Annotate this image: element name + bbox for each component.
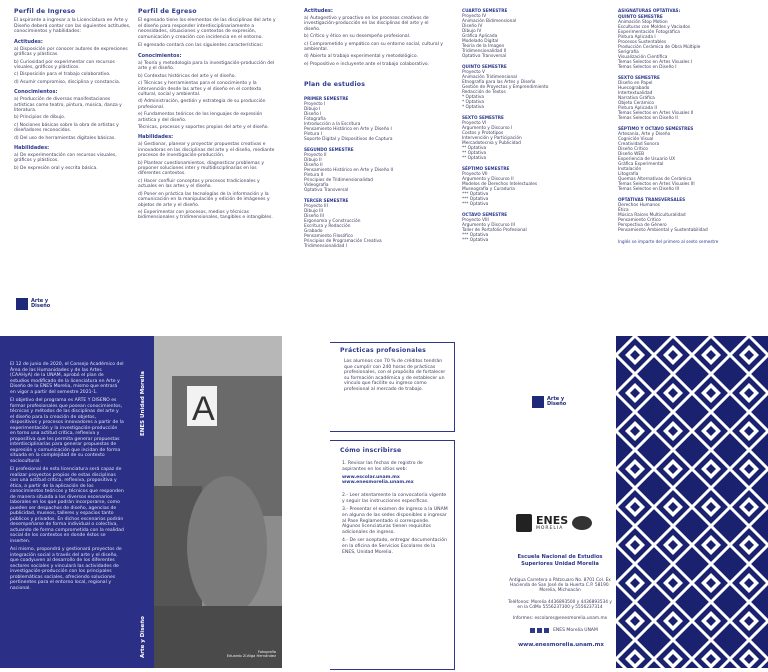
intro-panel (0, 336, 132, 668)
photo-caption: Fotografía Eduardo Zúñiga Hernández (226, 650, 276, 658)
semester-title: SEXTO SEMESTRE (618, 75, 660, 80)
school-name: Escuela Nacional de Estudios Superiores Unidad Morelia (517, 554, 603, 567)
phones: Teléfonos: Morelia 4436893500 y 4436893534 y en la CdMx 5556237300 y 5556237314 (508, 600, 612, 611)
course-item: Esculturas con Moldes y Vaciados (618, 25, 691, 30)
list-item: b) Crítico y ético en su desempeño profesional. (304, 34, 411, 40)
practicas-text: Los alumnos con 70 % de créditos tendrán que cumplir con 240 horas de prácticas profesionales, con el propósito de fortalecer su formación académica y de establecer un vínculo que facilite su ingreso como profesional al mercado de trabajo. (344, 359, 446, 392)
egreso-conocimientos-list (138, 61, 280, 130)
intro-paragraph: El profesional de esta licenciatura será capaz de realizar proyectos propios de estas disciplinas con una actitud crítica, reflexiva, propositiva y ética, a partir de la aplicación de los conocimientos teóricos y técnicos que responden de manera situada a los diversos escenarios laborales en los que podrán incorporarse, como pueden ser despachos de diseño, agencias de publicidad, museos, talleres y espacios tanto públicos y privados. En dichos escenarios podrán desempeñarse de forma individual o colectiva, actuando de forma comprometida con la realidad social de los contextos en donde éstos se inserten. (10, 467, 124, 544)
semester-title: SÉPTIMO Y OCTAVO SEMESTRES (618, 126, 694, 131)
logo-text: Arte y Diseño (31, 297, 51, 309)
course-item: ** Optativa (462, 146, 487, 151)
course-item: Principios de Programación Creativa (304, 239, 382, 245)
semester-title: SEGUNDO SEMESTRE (304, 147, 354, 153)
semester-title: OPTATIVAS TRANSVERSALES (618, 197, 686, 202)
morelia-word: MORELIA (536, 526, 564, 531)
course-item: Proyecto VII (462, 172, 488, 177)
step-item: 4.- De ser aceptado, entregar documentación en la oficina de Servicios Escolares de la ENES, Unidad Morelia. (342, 538, 447, 555)
course-item: Modelos de Derechos Intelectuales (462, 182, 538, 187)
course-item: Objeto Cerámico (618, 101, 655, 106)
semester-block (462, 8, 602, 59)
course-item: *** Optativa (462, 238, 489, 243)
vertical-label-enes: ENES Unidad Morelia (140, 371, 146, 436)
course-item: Fotografía (304, 117, 326, 123)
list-item: a) Disposición por conocer autores de expresiones gráficas y plásticas. (14, 46, 128, 58)
plan-title: Plan de estudios (304, 81, 366, 89)
bird-logo-icon (572, 516, 592, 530)
brand-small-text: Arte y Diseño (547, 395, 567, 407)
step-item: 3.- Presentar el examen de ingreso a la UNAM en alguna de las sedes disponibles o ingresar al Pase Reglamentado si corresponde. Algunos licenciaturas tienen requisitos adicionales de ingreso. (342, 507, 448, 535)
egreso-text-1: El egresado tiene los elementos de las disciplinas del arte y el diseño para responder interdisciplinariamente a necesidades, situaciones y contextos de expresión, comunicación y creación con incidencia en el entorno. (138, 18, 276, 40)
semester-block (618, 197, 758, 233)
course-item: Etnografía para las Artes y Diseño (462, 80, 536, 85)
list-item: d) Poner en práctica las tecnologías de la información y la comunicación en la manipulación y edición de imágenes y objetos de arte y el diseño. (138, 191, 270, 208)
youtube-icon[interactable] (544, 628, 549, 633)
arte-diseno-logo (16, 298, 59, 310)
course-item: Optativa Transversal (304, 188, 349, 194)
course-item: * Optativa (462, 105, 484, 110)
course-item: Grabado (304, 229, 323, 235)
conocimientos-list (14, 97, 132, 141)
course-item: ** Optativa (462, 156, 487, 161)
course-item: * Optativa (462, 95, 484, 100)
course-item: ** Optativa (462, 151, 487, 156)
semester-title: PRIMER SEMESTRE (304, 96, 349, 102)
habilidades-heading: Habilidades: (14, 145, 50, 152)
email[interactable]: Informes: escolares@enesmorelia.unam.mx (512, 616, 608, 621)
list-item: c) Técnicas y herramientas para el conocimiento y la intervención desde las artes y el diseño en el contexto cultural, social y ambiental. (138, 81, 262, 97)
list-item: a) Autogestivo y proactivo en los procesos creativos de investigación-producción en las disciplinas del arte y el diseño. (304, 16, 429, 32)
course-item: Huecograbado (618, 86, 650, 91)
course-item: Pintura Aplicada I (618, 35, 656, 40)
list-item: e) Experimentar con procesos, medios y técnicas bidimensionales y tridimensionales, tangibles e intangibles. (138, 209, 273, 221)
course-item: Temas Selectos en Artes Visuales I (618, 60, 693, 65)
semester-block (304, 198, 446, 249)
vertical-label-arte: Arte y Diseño (140, 616, 146, 658)
semester-block (462, 64, 602, 110)
course-item: Pensamiento Histórico en Arte y Diseño II (304, 168, 394, 174)
course-item: Escritura y Redacción (304, 224, 351, 230)
list-item: e) Propositivo e incluyente ante el trabajo colaborativo. (304, 61, 429, 67)
list-item: b) Principios de dibujo. (14, 115, 66, 121)
ingreso-title: Perfil de Ingreso (14, 8, 76, 15)
course-item: *** Optativa (462, 192, 489, 197)
course-item: Gráfica Experimental (618, 162, 664, 167)
egreso-text-2: El egresado contará con las siguientes características: (138, 43, 264, 49)
egreso-habilidades-heading: Habilidades: (138, 134, 174, 141)
course-item: Experimentación Fotográfica (618, 30, 680, 35)
semester-block (304, 147, 446, 193)
course-item: Pintura I (304, 132, 322, 138)
step-item: 2.- Leer atentamente la convocatoria vigente y seguir las instrucciones específicas. (342, 493, 447, 504)
course-item: Temas Selectos en Diseño I (618, 65, 677, 70)
optativas-footnote: Inglés se imparte del primero al sexto semestre (618, 239, 719, 244)
link-enes[interactable]: www.enesmorelia.unam.mx (342, 480, 414, 486)
course-item: Videografía (304, 183, 329, 189)
logo-mark-icon (532, 396, 544, 408)
column-plan-estudios (304, 8, 446, 328)
semester-block (304, 96, 446, 142)
course-item: Dibujo III (304, 209, 323, 215)
course-item: Quemas Alternativas de Cerámica (618, 177, 692, 182)
list-item: d) Abierto al trabajo experimental y metodológico. (304, 54, 418, 60)
logo-mark-icon (16, 298, 28, 310)
pattern-svg (616, 336, 768, 668)
course-item: Música Raíces Multiculturalidad (618, 213, 686, 218)
course-item: Gestión de Proyectos y Emprendimiento (462, 85, 549, 90)
course-item: Perspectiva de Género (618, 223, 667, 228)
list-item: d) Del uso de herramientas digitales básicas. (14, 135, 116, 141)
course-item: Redacción de Textos (462, 90, 506, 95)
semester-title: SEXTO SEMESTRE (462, 115, 504, 120)
list-item: b) Plantear cuestionamientos, diagnosticar problemas y proponer soluciones inter y multidisciplinarias en los diferentes contextos. (138, 160, 264, 177)
course-item: Museografía y Curaduría (462, 187, 515, 192)
list-item: Técnicas, procesos y soportes propios del arte y el diseño. (138, 125, 269, 131)
habilidades-list (14, 153, 132, 171)
course-item: Optativa Transversal (462, 54, 507, 59)
semester-block (462, 212, 602, 243)
course-item: Cognición Visual (618, 137, 654, 142)
steps-list (342, 461, 448, 558)
course-item: Diseño Crítico (618, 147, 648, 152)
semester-title: SÉPTIMO SEMESTRE (462, 166, 510, 171)
course-item: Animación Stop Motion (618, 20, 668, 25)
actitudes-heading: Actitudes: (14, 38, 43, 45)
inscribirse-card (330, 440, 455, 670)
course-item: Serigrafía (618, 50, 639, 55)
course-item: Pensamiento Histórico en Arte y Diseño I (304, 127, 392, 133)
step-item: 1. Revisar las fechas de registro de aspirantes en los sitios web: (342, 461, 423, 472)
social-handle: ENES Morelia UNAM (553, 628, 598, 633)
course-item: Gráfica Aplicada (462, 34, 498, 39)
list-item: e) Fundamentos teóricos de los lenguajes de expresión artística y del diseño. (138, 112, 263, 123)
instagram-icon[interactable] (537, 628, 542, 633)
egreso-habilidades-list (138, 142, 280, 220)
list-item: a) Producción de diversas manifestaciones artísticas como teatro, pintura, música, danza y literatura. (14, 97, 122, 114)
blue-side-bar (284, 336, 298, 668)
inscribirse-title: Cómo inscribirse (340, 447, 402, 454)
address: Antigua Carretera a Pátzcuaro No. 8701 Col. Ex Hacienda de San José de la Huerta C.P. 58190. Morelia, Michoacán (509, 578, 611, 594)
semesters-1-3 (304, 96, 446, 249)
course-item: Dibujo IV (462, 29, 482, 34)
course-item: Temas Selectos en Diseño III (618, 187, 680, 192)
list-item: c) Disposición para el trabajo colaborativo. (14, 72, 111, 78)
intro-paragraph: El objetivo del programa es ARTE Y DISEÑO es formar profesionales que posean conocimientos, técnicas y métodos de las disciplinas del arte y el diseño para la creación de objetos, dispositivos y procesos innovadores a partir de la experimentación y la investigación-producción en torno una actitud crítica, reflexiva y propositiva que les permita generar propuestas interdisciplinarias para generar propuestas de expresión y comunicación que incidan de forma situada en la complejidad de su contexto sociocultural. (10, 398, 124, 464)
semesters-4-8 (462, 8, 602, 243)
course-item: Artesanía, Arte y Diseño (618, 132, 671, 137)
facebook-icon[interactable] (530, 628, 535, 633)
semester-title: TERCER SEMESTRE (304, 198, 349, 204)
semester-block (462, 115, 602, 161)
course-item: Dibujo II (304, 158, 322, 164)
course-item: * Optativa (462, 100, 484, 105)
building-illustration (132, 336, 282, 668)
course-item: Diseño WEB (618, 152, 645, 157)
enes-logo (516, 514, 592, 532)
list-item: c) Hacer confluir conceptos y procesos tradicionales y actuales en las artes y el diseño. (138, 178, 260, 190)
unam-shield-icon (516, 514, 532, 532)
course-item: Diseño IV (462, 24, 483, 29)
course-item: Tridimensionalidad II (462, 49, 507, 54)
course-item: Diseño I (304, 112, 322, 118)
course-item: Producción Cerámica de Obra Múltiple (618, 45, 701, 50)
semester-block (618, 14, 758, 70)
semester-block (462, 166, 602, 207)
practicas-title: Prácticas profesionales (340, 347, 427, 354)
course-item: Narrativa Gráfica (618, 96, 655, 101)
intro-paragraph: El 12 de junio de 2020, el Consejo Académico del Área de las Humanidades y de las Artes (CAAHyA) de la UNAM, aprobó el plan de estudios modificado de la licenciatura en Arte y Diseño de la ENES Morelia, mismo que entrará en vigor a partir del semestre 2021-1. (10, 362, 124, 395)
optativas-title: ASIGNATURAS OPTATIVAS: (618, 8, 681, 13)
optativas-groups (618, 14, 758, 233)
course-item: Argumento y Discurso I (462, 126, 513, 131)
course-item: *** Optativa (462, 197, 489, 202)
brand-small-logo (532, 396, 575, 408)
course-item: Proyecto I (304, 102, 326, 108)
enes-word: ENES (536, 514, 569, 527)
course-item: Ética (618, 208, 629, 213)
course-item: Pintura II (304, 173, 324, 179)
course-item: Proyecto VI (462, 121, 487, 126)
course-item: Intertextualidad (618, 91, 653, 96)
list-item: b) De expresión oral y escrita básica. (14, 165, 98, 171)
semester-block (618, 126, 758, 192)
practicas-card (330, 342, 455, 432)
course-item: Derechos Humanos (618, 203, 660, 208)
course-item: Proyecto V (462, 70, 485, 75)
semester-title: QUINTO SEMESTRE (618, 14, 663, 19)
course-item: Dibujo I (304, 107, 321, 113)
course-item: Introducción a la Escritura (304, 122, 361, 128)
egreso-title: Perfil de Egreso (138, 8, 197, 15)
column-semesters-4-8 (462, 8, 602, 328)
course-item: Proyecto III (304, 204, 328, 210)
list-item: a) De experimentación con recursos visuales, gráficos y plásticos. (14, 153, 117, 164)
contact-panel (456, 336, 616, 668)
course-item: Intervención y Participación (462, 136, 522, 141)
semester-title: CUARTO SEMESTRE (462, 8, 508, 13)
course-item: Diseño III (304, 214, 324, 220)
social-row[interactable] (516, 628, 612, 633)
course-item: Pensamiento Crítico (618, 218, 661, 223)
column-optativas (618, 8, 758, 328)
course-item: Pensamiento Filosófico (304, 234, 353, 240)
building-photo (132, 336, 282, 668)
list-item: d) Asumir compromiso, disciplina y constancia. (14, 79, 121, 85)
list-item: a) Teoría y metodología para la investigación-producción del arte y el diseño. (138, 60, 275, 72)
list-item: c) Comprometido y empático con su entorno social, cultural y ambiental. (304, 41, 443, 53)
course-item: Modelado Digital (462, 39, 499, 44)
course-item: Temas Selectos en Artes Visuales III (618, 182, 695, 187)
actitudes-list (14, 47, 132, 85)
egreso-actitudes-list (304, 16, 446, 67)
course-item: Diseño en Papel (618, 81, 653, 86)
semester-title: QUINTO SEMESTRE (462, 64, 507, 69)
list-item: a) Gestionar, planear y proyectar propuestas creativas e innovadoras en las disciplinas del arte y el diseño, mediante procesos de investigación-producción. (138, 142, 275, 159)
egreso-conocimientos-heading: Conocimientos: (138, 52, 182, 59)
svg-text:A: A (192, 390, 215, 428)
course-item: Ergonomía y Construcción (304, 219, 361, 225)
course-item: Diseño II (304, 163, 323, 169)
course-item: Teoría de la Imagen (462, 44, 505, 49)
course-item: Proyecto II (304, 153, 327, 159)
list-item: c) Nociones básicas sobre la obra de artistas y diseñadores reconocidos. (14, 122, 119, 134)
intro-paragraph: Así mismo, propondrá y gestionará proyectos de integración social a través del arte y el diseño, que coadyuven al desarrollo de los diferentes sectores sociales y vinculará las actividades de investigación-producción con los principales problemáticas sociales, ofreciendo soluciones pertinentes para el entorno local, regional y nacional. (10, 547, 122, 591)
course-item: Proyecto VIII (462, 218, 489, 223)
course-item: Temas Selectos en Diseño II (618, 116, 678, 121)
course-item: Costos y Prototipos (462, 131, 504, 136)
course-item: Tridimensionalidad I (304, 244, 347, 250)
course-item: Procesos Sustentables (618, 40, 667, 45)
course-item: *** Optativa (462, 202, 489, 207)
conocimientos-heading: Conocimientos: (14, 89, 58, 96)
ingreso-text: El aspirante a ingresar a la Licenciatura en Arte y Diseño deberá contar con las siguientes actitudes, conocimientos y habilidades: (14, 18, 131, 35)
course-item: Animación Bidimensional (462, 19, 517, 24)
practicas-box (284, 336, 454, 668)
course-item: Pintura Aplicada II (618, 106, 657, 111)
egreso-actitudes-heading: Actitudes: (304, 8, 333, 14)
semester-block (618, 75, 758, 121)
course-item: Soporte Digital y Dispositivos de Captura (304, 137, 393, 143)
course-item: Taller de Portafolio Profesional (462, 228, 527, 233)
course-item: Visualización Científica (618, 55, 668, 60)
list-item: b) Contextos históricos del arte y el diseño. (138, 73, 236, 79)
course-item: Experiencia de Usuario UX (618, 157, 676, 162)
course-item: Temas Selectos en Artes Visuales II (618, 111, 694, 116)
course-item: Argumento y Discurso III (462, 223, 515, 228)
course-item: Proyecto IV (462, 14, 487, 19)
link-escolar[interactable]: www.escolar.unam.mx (342, 475, 400, 481)
course-item: Creatividad Sonora (618, 142, 660, 147)
course-item: Animación Tridimensional (462, 75, 517, 80)
course-item: Instalación (618, 167, 642, 172)
course-item: *** Optativa (462, 233, 489, 238)
course-item: Argumento y Discurso II (462, 177, 514, 182)
course-item: Pensamiento Ambiental y Sustentabilidad (618, 228, 708, 233)
website[interactable]: www.enesmorelia.unam.mx (518, 642, 604, 648)
decorative-pattern (616, 336, 768, 668)
course-item: Principios de Tridimensionalidad (304, 178, 373, 184)
course-item: Mercadotecnia y Publicidad (462, 141, 521, 146)
list-item: d) Administración, gestión y estrategia de su producción profesional. (138, 99, 266, 110)
column-perfil-ingreso (14, 8, 132, 328)
list-item: b) Curiosidad por experimentar con recursos visuales, gráficos y plásticos. (14, 59, 115, 70)
column-perfil-egreso (138, 8, 280, 328)
semester-title: OCTAVO SEMESTRE (462, 212, 508, 217)
course-item: Litografía (618, 172, 639, 177)
